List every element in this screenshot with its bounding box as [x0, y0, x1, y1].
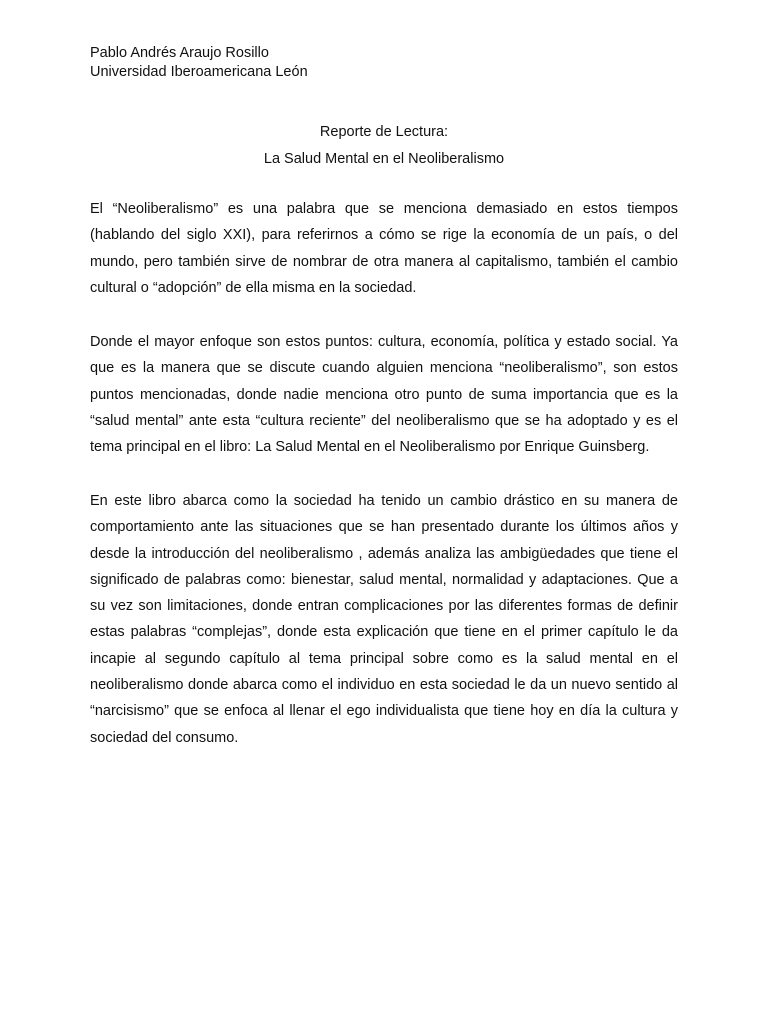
institution-name: Universidad Iberoamericana León — [90, 64, 308, 80]
paragraph-text: El “Neoliberalismo” es una palabra que se menciona demasiado en estos tiempos (hablando del siglo XXI), para referirnos a cómo se rige la economía de un país, o del mundo, pero también sirve de nombrar de otra manera al capitalismo, también el cambio cultural o “adopción” de ella misma en la sociedad. — [90, 201, 678, 296]
paragraph-3 — [90, 488, 678, 751]
paragraph-1 — [90, 196, 678, 301]
title-line-1: Reporte de Lectura: — [319, 124, 449, 140]
paragraph-2 — [90, 329, 678, 460]
title-line-2: La Salud Mental en el Neoliberalismo — [263, 151, 505, 167]
author-name: Pablo Andrés Araujo Rosillo — [90, 45, 269, 61]
paragraph-text: Donde el mayor enfoque son estos puntos: cultura, economía, política y estado social. Ya que es la manera que se discute cuando alguien menciona “neoliberalismo”, son estos puntos mencionadas, donde nadie menciona otro punto de suma importancia que es la “salud mental” ante esta “cultura reciente” del neoliberalismo que se ha adoptado y es el tema principal en el libro: La Salud Mental en el Neoliberalismo por Enrique Guinsberg. — [90, 334, 678, 456]
document-title — [0, 119, 768, 173]
paragraph-text: En este libro abarca como la sociedad ha tenido un cambio drástico en su manera de comportamiento ante las situaciones que se han presentado durante los últimos años y desde la introducción del neoliberalismo , además analiza las ambigüedades que tiene el significado de palabras como: bienestar, salud mental, normalidad y adaptaciones. Que a su vez son limitaciones, donde entran complicaciones por las diferentes formas de definir estas palabras “complejas”, donde esta explicación que tiene en el primer capítulo le da incapie al segundo capítulo al tema principal sobre como es la salud mental en el neoliberalismo donde abarca como el individuo en esta sociedad le da un nuevo sentido al “narcisismo” que se enfoca al llenar el ego individualista que tiene hoy en día la cultura y sociedad del consumo. — [90, 493, 678, 746]
author-header — [90, 44, 308, 82]
